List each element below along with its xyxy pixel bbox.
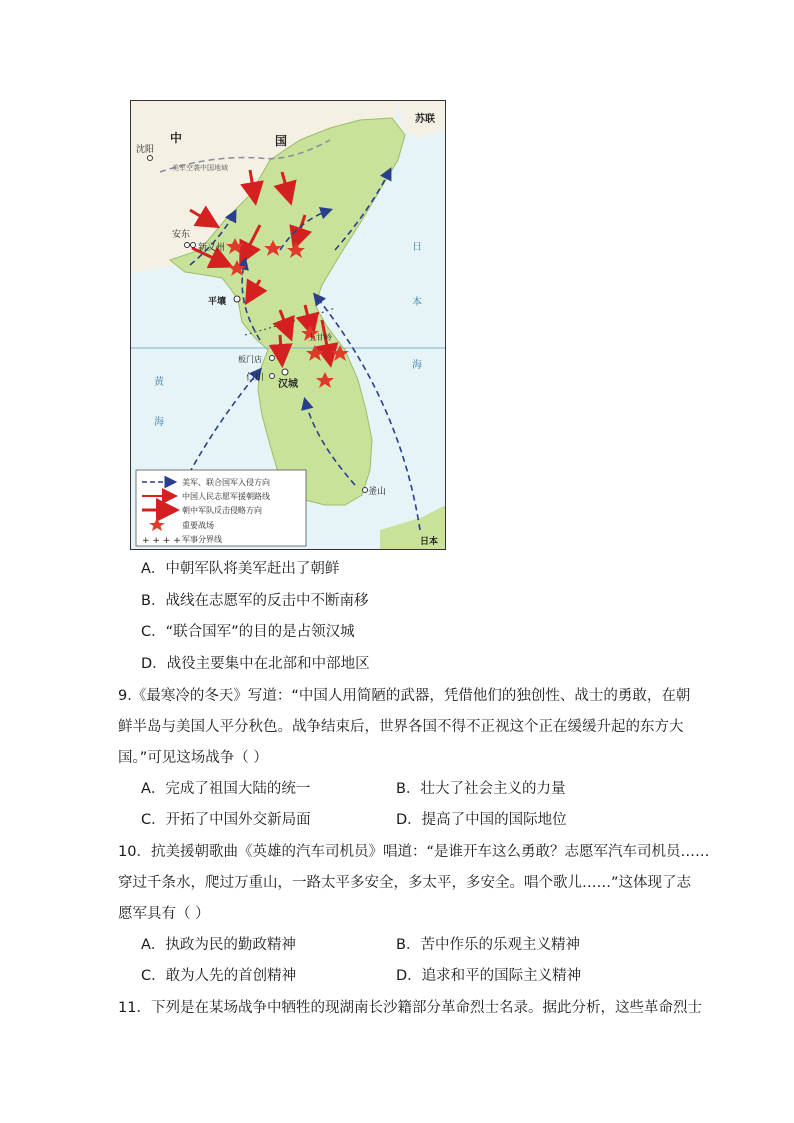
city-marker-pyongyang xyxy=(234,296,240,302)
q8-option-d: D．战役主要集中在北部和中部地区 xyxy=(141,656,370,672)
q10-option-b: B．苦中作乐的乐观主义精神 xyxy=(396,937,580,953)
label-fushan: 釜山 xyxy=(368,487,387,497)
city-marker-shenyang xyxy=(148,156,153,161)
label-riben-3: 海 xyxy=(412,360,422,371)
city-marker-andong xyxy=(185,243,190,248)
korean-war-map xyxy=(130,100,446,550)
q9-option-b: B．壮大了社会主义的力量 xyxy=(396,781,566,797)
label-guo: 国 xyxy=(275,134,288,148)
red-arrow xyxy=(280,335,282,362)
label-japan: 日本 xyxy=(420,537,439,547)
q8-option-b: B．战线在志愿军的反击中不断南移 xyxy=(141,593,369,609)
label-hancheng: 汉城 xyxy=(278,379,298,390)
label-renchuan: 仁川 xyxy=(246,373,265,383)
legend-label: 朝中军队反击侵略方向 xyxy=(182,506,262,515)
q10-option-d: D．追求和平的国际主义精神 xyxy=(396,968,582,984)
label-riben-1: 日 xyxy=(412,242,422,253)
label-xinyizhou: 新义州 xyxy=(198,243,226,253)
q8-option-a: A．中朝军队将美军赶出了朝鲜 xyxy=(141,561,340,577)
legend-symbol-plus: + + + + xyxy=(142,536,181,546)
label-banmendian: 板门店 xyxy=(238,355,262,364)
label-ussr: 苏联 xyxy=(415,114,435,125)
label-china: 中 xyxy=(170,131,183,145)
legend-label: 中国人民志愿军援朝路线 xyxy=(182,492,270,501)
city-marker-banmendian xyxy=(270,356,275,361)
label-airspace: 美军空袭中国地域 xyxy=(172,164,228,172)
label-huanghai-1: 黄 xyxy=(154,377,164,388)
city-marker-xinyizhou xyxy=(191,243,196,248)
q10-stem-line-3: 愿军具有（ ） xyxy=(118,906,210,922)
q10-stem-line-1: 10．抗美援朝歌曲《英雄的汽车司机员》唱道：“是谁开车这么勇敢？志愿军汽车司机员…… xyxy=(118,844,710,860)
q9-option-c: C．开拓了中国外交新局面 xyxy=(141,812,311,828)
map-legend xyxy=(136,470,306,546)
q11-stem-line-1: 11．下列是在某场战争中牺牲的现湖南长沙籍部分革命烈士名录。据此分析，这些革命烈士 xyxy=(118,1000,702,1016)
label-huanghai-2: 海 xyxy=(154,417,164,428)
label-shangganling: 上甘岭 xyxy=(308,333,332,342)
label-shenyang: 沈阳 xyxy=(136,145,155,155)
q10-option-c: C．敢为人先的首创精神 xyxy=(141,968,297,984)
city-marker-hancheng xyxy=(282,369,288,375)
map-svg xyxy=(130,100,446,550)
city-marker-fushan xyxy=(363,488,368,493)
legend-label: 重要战场 xyxy=(182,521,214,530)
q10-option-a: A．执政为民的勤政精神 xyxy=(141,937,296,953)
q8-option-c: C．“联合国军”的目的是占领汉城 xyxy=(141,624,355,640)
q9-option-a: A．完成了祖国大陆的统一 xyxy=(141,781,311,797)
city-marker-renchuan xyxy=(270,374,275,379)
label-pyongyang: 平壤 xyxy=(208,297,227,307)
label-andong: 安东 xyxy=(172,230,191,240)
legend-label: 美军、联合国军入侵方向 xyxy=(182,478,270,487)
q10-stem-line-2: 穿过千条水，爬过万重山，一路太平多安全，多太平，多安全。唱个歌儿……”这体现了志 xyxy=(118,875,692,891)
label-riben-2: 本 xyxy=(412,297,422,308)
q9-stem-line-2: 鲜半岛与美国人平分秋色。战争结束后，世界各国不得不正视这个正在缓缓升起的东方大 xyxy=(118,719,684,735)
q9-option-d: D．提高了中国的国际地位 xyxy=(396,812,567,828)
legend-label: 军事分界线 xyxy=(182,535,222,544)
q9-stem-line-1: 9.《最寒冷的冬天》写道：“中国人用简陋的武器，凭借他们的独创性、战士的勇敢，在朝 xyxy=(118,688,691,704)
q9-stem-line-3: 国。”可见这场战争（ ） xyxy=(118,750,268,766)
